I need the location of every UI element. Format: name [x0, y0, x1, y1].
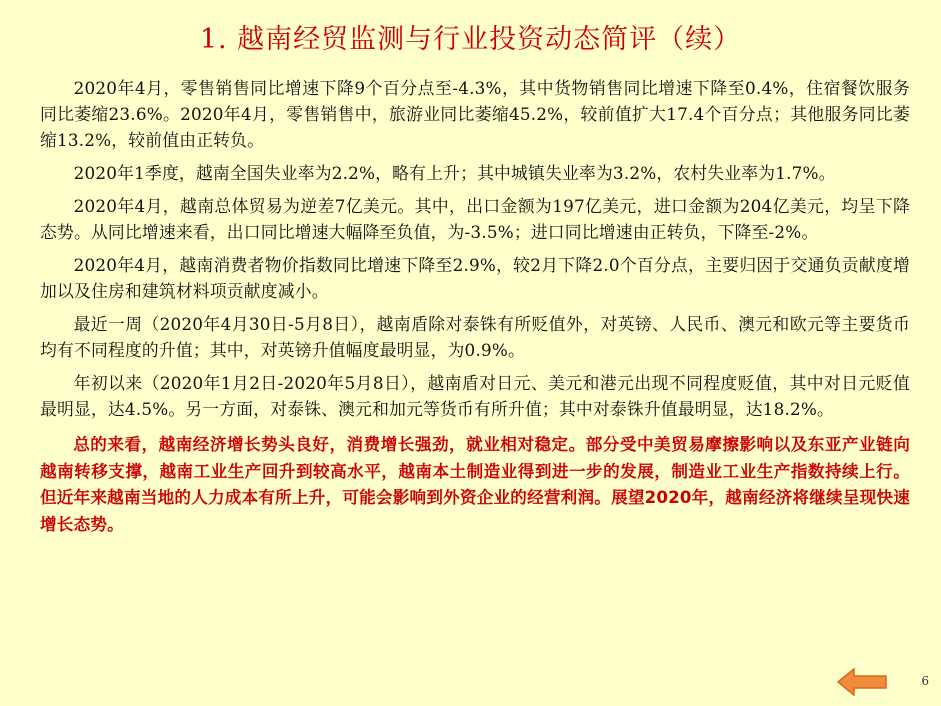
left-arrow-icon[interactable]: [836, 667, 888, 697]
page-number: 6: [921, 674, 929, 688]
paragraph-retail-sales: 2020年4月，零售销售同比增速下降9个百分点至-4.3%，其中货物销售同比增速下降至0.4%，住宿餐饮服务同比萎缩23.6%。2020年4月，零售销售中，旅游业同比萎缩45.2%，较前值扩大17.4个百分点；其他服务同比萎缩13.2%，较前值由正转负。: [40, 78, 910, 150]
slide-body: [40, 75, 910, 545]
paragraph-fx-ytd: 年初以来（2020年1月2日-2020年5月8日），越南盾对日元、美元和港元出现不同程度贬值，其中对日元贬值最明显，达4.5%。另一方面，对泰铢、澳元和加元等货币有所升值；其中对泰铢升值最明显，达18.2%。: [40, 373, 910, 419]
paragraph-fx-week: 最近一周（2020年4月30日-5月8日），越南盾除对泰铢有所贬值外，对英镑、人民币、澳元和欧元等主要货币均有不同程度的升值；其中，对英镑升值幅度最明显，为0.9%。: [40, 314, 910, 360]
paragraph-conclusion: 总的来看，越南经济增长势头良好，消费增长强劲，就业相对稳定。部分受中美贸易摩擦影响以及东亚产业链向越南转移支撑，越南工业生产回升到较高水平，越南本土制造业得到进一步的发展，制造业工业生产指数持续上行。但近年来越南当地的人力成本有所上升，可能会影响到外资企业的经营利润。展望2020年，越南经济将继续呈现快速增长态势。: [40, 435, 910, 534]
slide-title: 1. 越南经贸监测与行业投资动态简评（续）: [199, 24, 742, 55]
paragraph-trade: 2020年4月，越南总体贸易为逆差7亿美元。其中，出口金额为197亿美元，进口金额为204亿美元，均呈下降态势。从同比增速来看，出口同比增速大幅降至负值，为-3.5%；进口同比增速由正转负，下降至-2%。: [40, 196, 910, 242]
paragraph-cpi: 2020年4月，越南消费者物价指数同比增速下降至2.9%，较2月下降2.0个百分点，主要归因于交通负贡献度增加以及住房和建筑材料项贡献度减小。: [40, 255, 910, 301]
paragraph-unemployment: 2020年1季度，越南全国失业率为2.2%，略有上升；其中城镇失业率为3.2%，农村失业率为1.7%。: [73, 163, 836, 183]
